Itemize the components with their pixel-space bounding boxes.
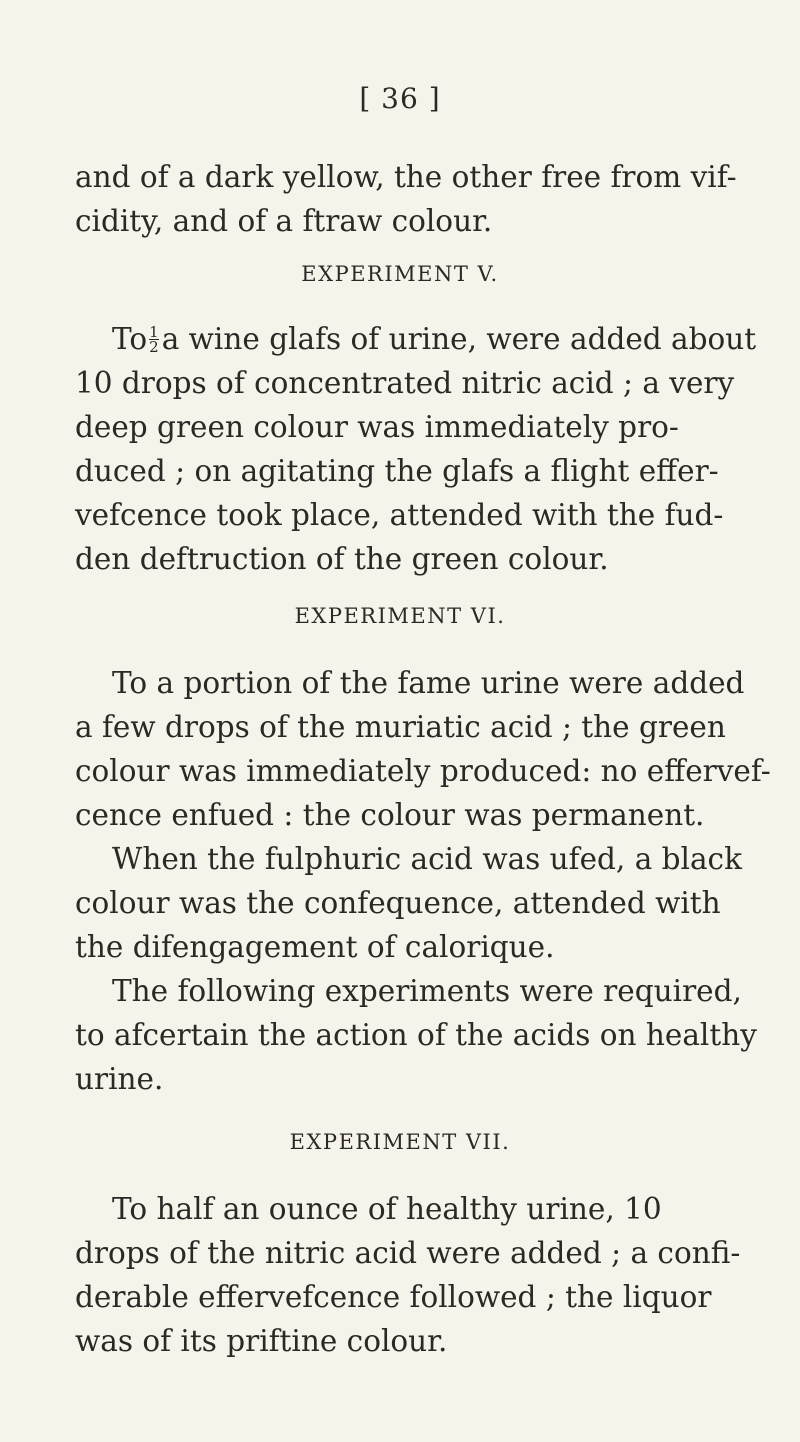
fraction-one-half (149, 325, 159, 354)
fraction-denominator: 2 (149, 338, 159, 356)
text-fragment: To (112, 322, 148, 356)
text-line: was of its priftine colour. (75, 1324, 448, 1358)
text-line: The following experiments were required, (112, 974, 742, 1008)
text-line: urine. (75, 1062, 164, 1096)
text-line: deep green colour was immediately pro- (75, 410, 679, 444)
text-line: colour was the confequence, attended with (75, 886, 721, 920)
text-line: To a portion of the fame urine were added (112, 666, 745, 700)
text-line: cidity, and of a ftraw colour. (75, 204, 493, 238)
text-line: To half an ounce of healthy urine, 10 (112, 1192, 662, 1226)
text-line: derable effervefcence followed ; the liquor (75, 1280, 712, 1314)
heading-experiment-vii: EXPERIMENT VII. (289, 1130, 511, 1154)
text-line: duced ; on agitating the glafs a flight effer- (75, 454, 719, 488)
text-fragment: a wine glafs of urine, were added about (161, 322, 757, 356)
text-line: den deftruction of the green colour. (75, 542, 609, 576)
text-line: the difengagement of calorique. (75, 930, 555, 964)
heading-experiment-v: EXPERIMENT V. (301, 262, 499, 286)
page-number: [ 36 ] (359, 82, 441, 115)
text-line: and of a dark yellow, the other free from vif- (75, 160, 737, 194)
text-line (112, 320, 756, 358)
text-line: cence enfued : the colour was permanent. (75, 798, 705, 832)
text-line: a few drops of the muriatic acid ; the green (75, 710, 726, 744)
text-line: to afcertain the action of the acids on healthy (75, 1018, 757, 1052)
heading-experiment-vi: EXPERIMENT VI. (294, 604, 506, 628)
text-line: drops of the nitric acid were added ; a confi- (75, 1236, 741, 1270)
fraction-numerator: 1 (149, 323, 159, 341)
text-line: vefcence took place, attended with the fud- (75, 498, 724, 532)
text-line: 10 drops of concentrated nitric acid ; a very (75, 366, 735, 400)
text-line: When the fulphuric acid was ufed, a black (112, 842, 742, 876)
text-line: colour was immediately produced: no effervef- (75, 754, 771, 788)
